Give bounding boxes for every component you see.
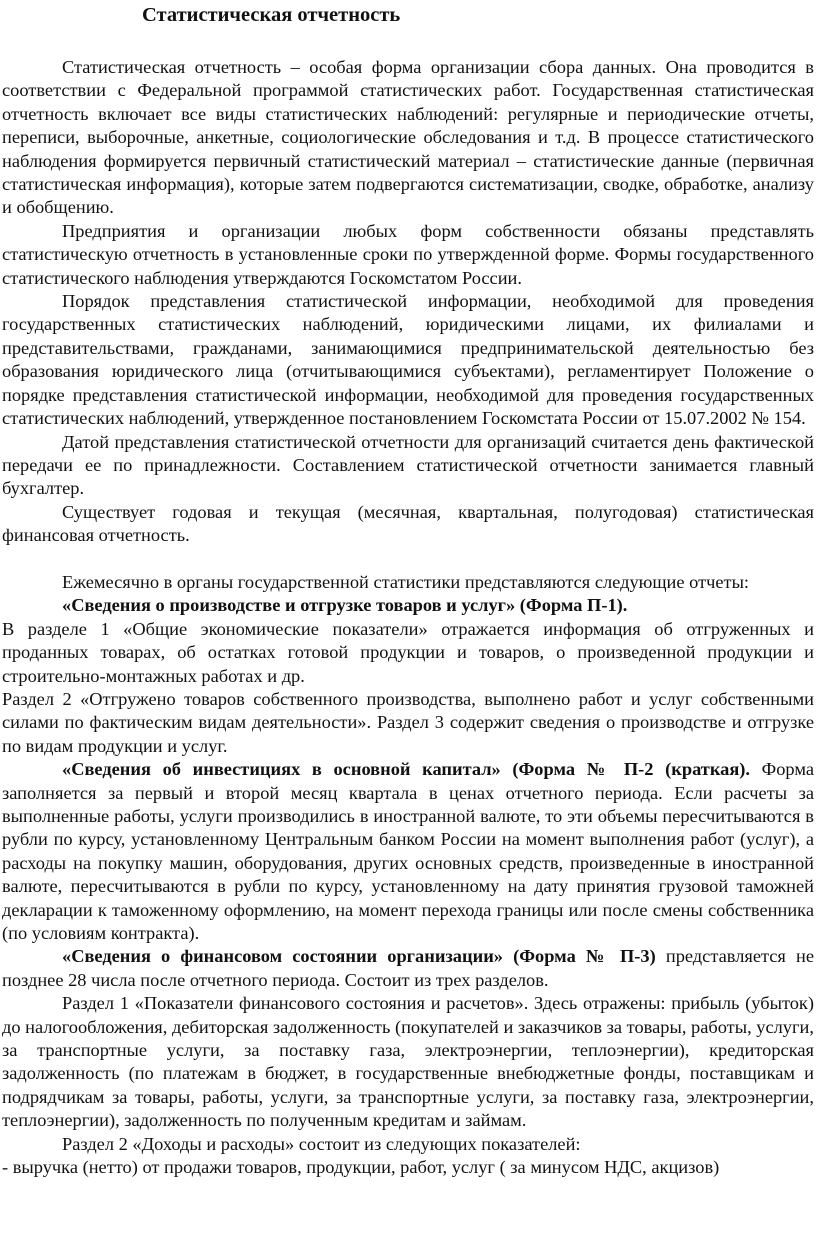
form-p1-heading: «Сведения о производстве и отгрузке товаров и услуг» (Форма П-1). — [62, 595, 628, 616]
form-p2-paragraph — [2, 758, 814, 945]
paragraph-procedure: Порядок представления статистической информации, необходимой для проведения государственных статистических наблюдений, юридическими лицами, их филиалами и представительствами, гражданами, занимающимися предпринимательской деятельностью без образования юридического лица (отчитывающимися субъектами), регламентирует Положение о порядке представления статистической информации, необходимой для проведения государственных статистических наблюдений, утвержденное постановлением Госкомстата России от 15.07.2002 № 154. — [2, 291, 814, 429]
list-item-revenue: - выручка (нетто) от продажи товаров, продукции, работ, услуг ( за минусом НДС, акцизов) — [2, 1157, 720, 1178]
form-p2-heading: «Сведения об инвестициях в основной капитал» (Форма № П-2 (краткая). — [62, 759, 751, 780]
paragraph-financial-indicators: Раздел 1 «Показатели финансового состояния и расчетов». Здесь отражены: прибыль (убыток) до налогообложения, дебиторская задолженность (покупателей и заказчиков за товары, работы, услуги, за транспортные услуги, за поставку газа, электроэнергии, теплоэнергии), кредиторская задолженность (по платежам в бюджет, в государственные внебюджетные фонды, поставщикам и подрядчикам за товары, работы, услуги, за транспортные услуги, за поставку газа, электроэнергии, теплоэнергии), задолженность по полученным кредитам и займам. — [2, 993, 814, 1131]
form-p1-heading-paragraph — [2, 594, 814, 617]
paragraph-income-expenses: Раздел 2 «Доходы и расходы» состоит из следующих показателей: — [62, 1133, 581, 1154]
form-p2-text: Форма заполняется за первый и второй месяц квартала в ценах отчетного периода. Если расчеты за выполненные работы, услуги производились в иностранной валюте, то эти объемы пересчитываются в рубли по курсу, установленному Центральным банком России на момент выполнения работ (услуг), а расходы на покупку машин, оборудования, других основных средств, произведенные в иностранной валюте, пересчитываются в рубли по курсу, установленному на дату принятия грузовой таможней декларации к таможенному оформлению, на момент перехода границы или после смены собственника (по условиям контракта). — [2, 759, 814, 944]
paragraph-intro: Статистическая отчетность – особая форма организации сбора данных. Она проводится в соответствии с Федеральной программой статистических работ. Государственная статистическая отчетность включает все виды статистических наблюдений: регулярные и периодические отчеты, переписи, выборочные, анкетные, социологические обследования и т.д. В процессе статистического наблюдения формируется первичный статистический материал – статистические данные (первичная статистическая информация), которые затем подвергаются систематизации, сводке, обработке, анализу и обобщению. — [2, 57, 814, 218]
paragraph-submission-date: Датой представления статистической отчетности для организаций считается день фактической передачи ее по принадлежности. Составлением статистической отчетности занимается главный бухгалтер. — [2, 431, 814, 499]
document-title: Статистическая отчетность — [142, 4, 401, 26]
paragraph-report-types: Существует годовая и текущая (месячная, квартальная, полугодовая) статистическая финансовая отчетность. — [2, 501, 814, 546]
paragraph-section-2-3: Раздел 2 «Отгружено товаров собственного производства, выполнено работ и услуг собственными силами по фактическим видам деятельности». Раздел 3 содержит сведения о производстве и отгрузке по видам продукции и услуг. — [2, 688, 814, 756]
paragraph-section-1: В разделе 1 «Общие экономические показатели» отражается информация об отгруженных и проданных товарах, об остатках готовой продукции и товаров, о произведенной продукции и строительно-монтажных работах и др. — [2, 618, 814, 686]
form-p3-heading: «Сведения о финансовом состоянии организации» (Форма № П-3) — [62, 946, 656, 967]
paragraph-obligation: Предприятия и организации любых форм собственности обязаны представлять статистическую отчетность в установленные сроки по утвержденной форме. Формы государственного статистического наблюдения утверждаются Госкомстатом России. — [2, 220, 814, 288]
form-p3-text: представляется не позднее 28 числа после отчетного периода. Состоит из трех разделов. — [2, 946, 814, 990]
paragraph-monthly-reports: Ежемесячно в органы государственной статистики представляются следующие отчеты: — [62, 571, 750, 592]
form-p3-paragraph — [2, 945, 814, 992]
